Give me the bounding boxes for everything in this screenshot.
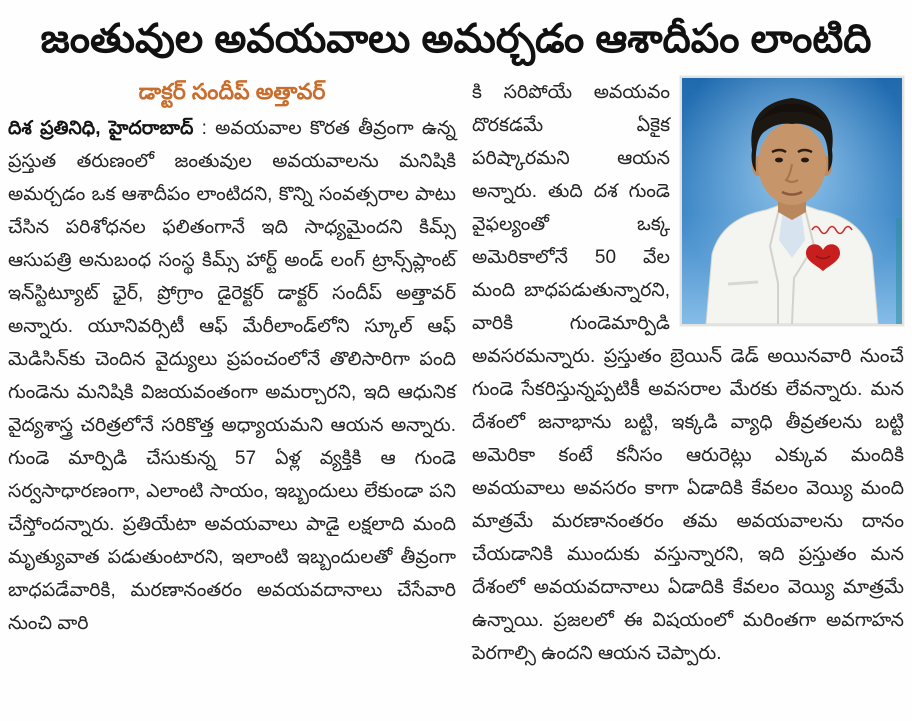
doctor-portrait-graphic [682,78,902,324]
doctor-photo [680,76,904,326]
left-body-text: అవయవాల కొరత తీవ్రంగా ఉన్న ప్రస్తుత తరుణంలో జంతువుల అవయవాలను మనిషికి అమర్చడం ఒక ఆశాదీపం లాంటిదని, కొన్ని సంవత్సరాల పాటు చేసిన పరిశోధనల ఫలితంగానే ఇది సాధ్యమైందని కిమ్స్ ఆసుపత్రి అనుబంధ సంస్థ కిమ్స్ హార్ట్ అండ్ లంగ్ ట్రాన్స్‌ప్లాంట్ ఇన్‌స్టిట్యూట్ ఛైర్, ప్రోగ్రాం డైరెక్టర్ డాక్టర్ సందీప్ అత్తావర్ అన్నారు. యూనివర్సిటీ ఆఫ్ మేరీలాండ్‌లోని స్కూల్ ఆఫ్ మెడిసిన్‌కు చెందిన వైద్యులు ప్రపంచంలోనే తొలిసారిగా పంది గుండెను మనిషికి విజయవంతంగా అమర్చారని, ఇది ఆధునిక వైద్యశాస్త్ర చరిత్రలోనే సరికొత్త అధ్యాయమని ఆయన అన్నారు. గుండె మార్పిడి చేసుకున్న 57 ఏళ్ల వ్యక్తికి ఆ గుండె సర్వసాధారణంగా, ఎలాంటి సాయం, ఇబ్బందులు లేకుండా పని చేస్తోందన్నారు. ప్రతియేటా అవయవాలు పాడై లక్షలాది మంది మృత్యువాత పడుతుంటారని, ఇలాంటి ఇబ్బందులతో తీవ్రంగా బాధపడేవారికి, మరణానంతరం అవయవదానాలు చేసేవారి నుంచి వారి [8,118,457,634]
right-column [472,76,904,670]
coat-pocket-line [728,282,758,284]
dateline: దిశ ప్రతినిధి, హైదరాబాద్ [8,118,194,139]
right-body-text: కి సరిపోయే అవయవం దొరకడమే ఏకైక పరిష్కారమని ఆయన అన్నారు. తుది దశ గుండె వైఫల్యంతో ఒక్క అమెరికాలోనే 50 వేల మంది బాధపడుతున్నారని, వారికి గుండెమార్పిడి అవసరమన్నారు. ప్రస్తుతం బ్రెయిన్ డెడ్ అయినవారి నుంచే గుండె సేకరిస్తున్నప్పటికీ అవసరాల మేరకు లేవన్నారు. మన దేశంలో జనాభాను బట్టి, ఇక్కడి వ్యాధి తీవ్రతలను బట్టి అమెరికా కంటే కనీసం ఆరురెట్లు ఎక్కువ మందికి అవయవాలు అవసరం కాగా ఏడాదికి కేవలం వెయ్యి మంది మాత్రమే మరణానంతరం తమ అవయవాలను దానం చేయడానికి ముందుకు వస్తున్నారని, ఇది ప్రస్తుతం మన దేశంలో అవయవదానాలు ఏడాదికి కేవలం వెయ్యి మాత్రమే ఉన్నాయి. ప్రజలలో ఈ విషయంలో మరింతగా అవగాహన పెరగాల్సి ఉందని ఆయన చెప్పారు. [472,82,904,664]
photo-right-edge [896,218,902,324]
eye-right [801,158,809,163]
byline: డాక్టర్ సందీప్ అత్తావర్ [138,79,326,104]
left-column [8,76,456,670]
eye-left [775,158,783,163]
headline: జంతువుల అవయవాలు అమర్చడం ఆశాదీపం లాంటిది [40,17,872,61]
article-columns [8,76,904,670]
left-body-paragraph [8,112,456,640]
dateline-separator: : [193,118,216,139]
